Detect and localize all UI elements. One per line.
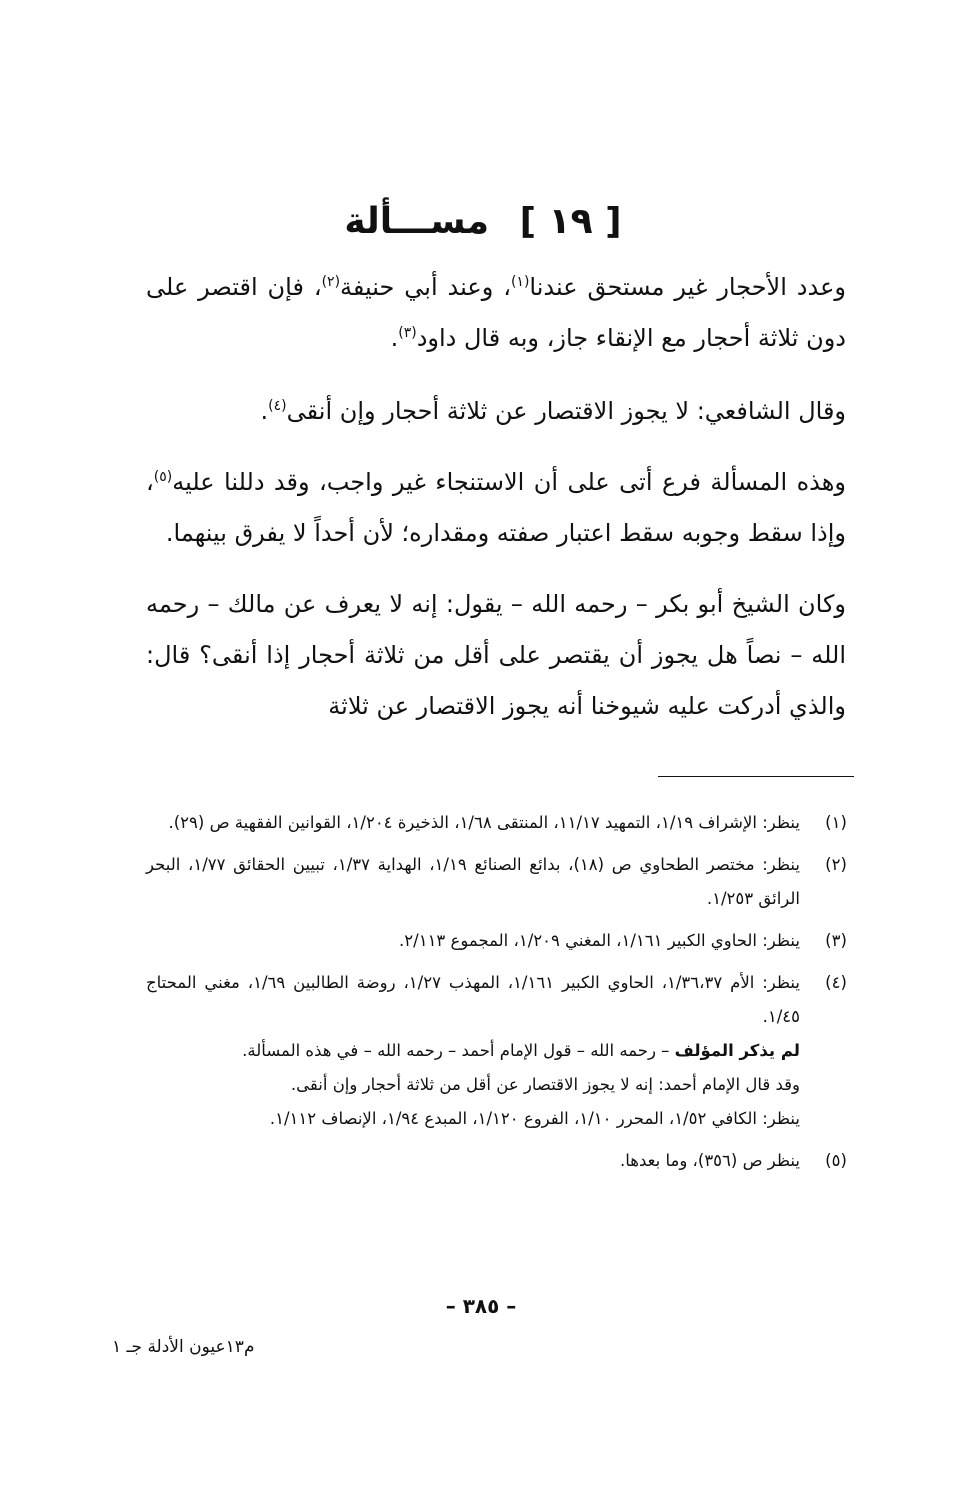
paragraph-2 xyxy=(146,386,846,437)
printer-signature: م١٣عيون الأدلة جـ ١ xyxy=(112,1337,255,1357)
footnote-1 xyxy=(146,806,858,840)
footnote-marker: (٢) xyxy=(825,855,847,874)
footnote-separator xyxy=(658,776,854,777)
footnote-4 xyxy=(146,966,858,1136)
footnote-marker: (٣) xyxy=(825,931,847,950)
footnote-ref-3[interactable]: (٣) xyxy=(398,325,417,341)
footnote-line: ينظر: الأم ١/٣٦،٣٧، الحاوي الكبير ١/١٦١، المهذب ١/٢٧، روضة الطالبين ١/٦٩، مغني المحتاج ١/٤٥. xyxy=(146,973,800,1026)
p3-text-a: وهذه المسألة فرع أتى على أن الاستنجاء غير واجب، وقد دللنا عليه xyxy=(172,468,846,496)
main-text xyxy=(146,262,846,752)
footnotes xyxy=(146,806,858,1186)
footnote-ref-2[interactable]: (٢) xyxy=(321,274,341,290)
footnote-line: ينظر: الكافي ١/٥٢، المحرر ١/١٠، الفروع ١/١٢٠، المبدع ١/٩٤، الإنصاف ١/١١٢. xyxy=(269,1109,800,1128)
footnote-text: ينظر: مختصر الطحاوي ص (١٨)، بدائع الصنائع ١/١٩، الهداية ١/٣٧، تبيين الحقائق ١/٧٧، البحر الرائق ١/٢٥٣. xyxy=(146,855,800,908)
footnote-marker: (٥) xyxy=(825,1151,847,1170)
page-number: – ٣٨٥ – xyxy=(445,1294,517,1318)
footnote-line: وقد قال الإمام أحمد: إنه لا يجوز الاقتصار عن أقل من ثلاثة أحجار وإن أنقى. xyxy=(290,1075,800,1094)
issue-number: [ ١٩ ] xyxy=(519,201,622,242)
footnote-text: ينظر: الإشراف ١/١٩، التمهيد ١١/١٧، المنتقى ١/٦٨، الذخيرة ١/٢٠٤، القوانين الفقهية ص (٢٩). xyxy=(168,813,800,832)
footnote-2 xyxy=(146,848,858,916)
footnote-marker: (٤) xyxy=(825,973,847,992)
paragraph-1 xyxy=(146,262,846,364)
footnote-5 xyxy=(146,1144,858,1178)
issue-word: مســـألة xyxy=(344,201,490,242)
p1-text-c: ، فإن اقتصر على دون ثلاثة أحجار مع الإنقاء جاز، وبه قال داود xyxy=(146,273,846,352)
footnote-text: ينظر: الحاوي الكبير ١/١٦١، المغني ١/٢٠٩، المجموع ٢/١١٣. xyxy=(399,931,800,950)
footnote-ref-4[interactable]: (٤) xyxy=(268,398,287,414)
footnote-ref-1[interactable]: (١) xyxy=(510,274,530,290)
p1-text-a: وعدد الأحجار غير مستحق عندنا xyxy=(529,273,847,301)
p3-text-b: ، وإذا سقط وجوبه سقط اعتبار صفته ومقداره؛ لأن أحداً لا يفرق بينهما. xyxy=(146,468,846,547)
footnote-text: ينظر ص (٣٥٦)، وما بعدها. xyxy=(620,1151,800,1170)
issue-heading xyxy=(0,196,962,248)
p1-text-d: . xyxy=(390,324,399,352)
footnote-bold-phrase: لم يذكر المؤلف xyxy=(674,1041,800,1060)
footnote-line xyxy=(146,1034,800,1068)
paragraph-4: وكان الشيخ أبو بكر – رحمه الله – يقول: إنه لا يعرف عن مالك – رحمه الله – نصاً هل يجوز أن يقتصر على أقل من ثلاثة أحجار إذا أنقى؟ قال: والذي أدركت عليه شيوخنا أنه يجوز الاقتصار عن ثلاثة xyxy=(146,590,846,720)
footnote-3 xyxy=(146,924,858,958)
p1-text-b: ، وعند أبي حنيفة xyxy=(340,273,511,301)
paragraph-3 xyxy=(146,457,846,559)
p2-text-b: . xyxy=(260,397,269,425)
footnote-line-rest: – رحمه الله – قول الإمام أحمد – رحمه الله – في هذه المسألة. xyxy=(242,1041,675,1060)
footnote-marker: (١) xyxy=(825,813,847,832)
footnote-ref-5[interactable]: (٥) xyxy=(153,469,173,485)
p2-text-a: وقال الشافعي: لا يجوز الاقتصار عن ثلاثة أحجار وإن أنقى xyxy=(286,397,846,425)
